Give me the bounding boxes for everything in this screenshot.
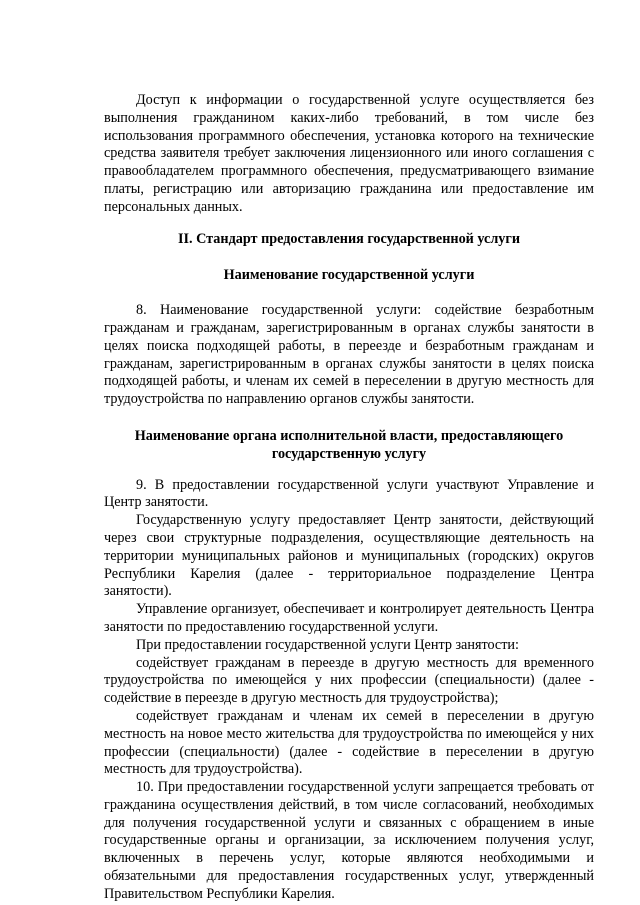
paragraph-9-management: Управление организует, обеспечивает и контролирует деятельность Центра занятости по предоставлению государственной услуги. [104, 601, 594, 635]
subsection-title-service-name: Наименование государственной услуги [223, 267, 475, 284]
paragraph-9-item-1: содействует гражданам в переезде в другую местность для временного трудоустройства по имеющейся у них профессии (специальности) (далее - содействие в переезде в другую местность для трудоустройства); [104, 654, 594, 707]
paragraph-9-center: Государственную услугу предоставляет Центр занятости, действующий через свои структурные подразделения, осуществляющие деятельность на территории муниципальных районов и муниципальных (городских) округов Республики Карелия (далее - территориальное подразделение Центра занятости). [104, 512, 594, 600]
paragraph-9: 9. В предоставлении государственной услуги участвуют Управление и Центр занятости. [104, 476, 594, 511]
paragraph-9-item-2: содействует гражданам и членам их семей в переселении в другую местность на новое место жительства для трудоустройства по имеющейся у них профессии (специальности) (далее - содействие в переселении в другую местность для трудоустройства). [104, 707, 594, 778]
document-page [104, 92, 594, 904]
paragraph-8: 8. Наименование государственной услуги: содействие безработным гражданам и гражданам, зарегистрированным в органах службы занятости в целях поиска подходящей работы, в переезде и безработным гражданам и гражданам, зарегистрированным в органах службы занятости в целях поиска подходящей работы, и членам их семей в переселении в другую местность для трудоустройства по направлению органов службы занятости. [104, 302, 594, 408]
intro-paragraph: Доступ к информации о государственной услуге осуществляется без выполнения гражданином каких-либо требований, в том числе без использования программного обеспечения, установка которого на технические средства заявителя требует заключения лицензионного или иного соглашения с правообладателем программного обеспечения, предусматривающего взимание платы, регистрацию или авторизацию гражданина или предоставление им персональных данных. [104, 92, 594, 215]
subsection-title-executive-body: Наименование органа исполнительной власти, предоставляющего государственную услугу [134, 427, 564, 462]
paragraph-10: 10. При предоставлении государственной услуги запрещается требовать от гражданина осуществления действий, в том числе согласований, необходимых для получения государственной услуги и связанных с обращением в иные государственные органы и организации, за исключением получения услуг, включенных в перечень услуг, которые являются необходимыми и обязательными для предоставления государственных услуг, утвержденный Правительством Республики Карелия. [104, 779, 594, 902]
section-title: II. Стандарт предоставления государственной услуги [177, 230, 521, 247]
paragraph-9-when: При предоставлении государственной услуги Центр занятости: [136, 636, 519, 653]
